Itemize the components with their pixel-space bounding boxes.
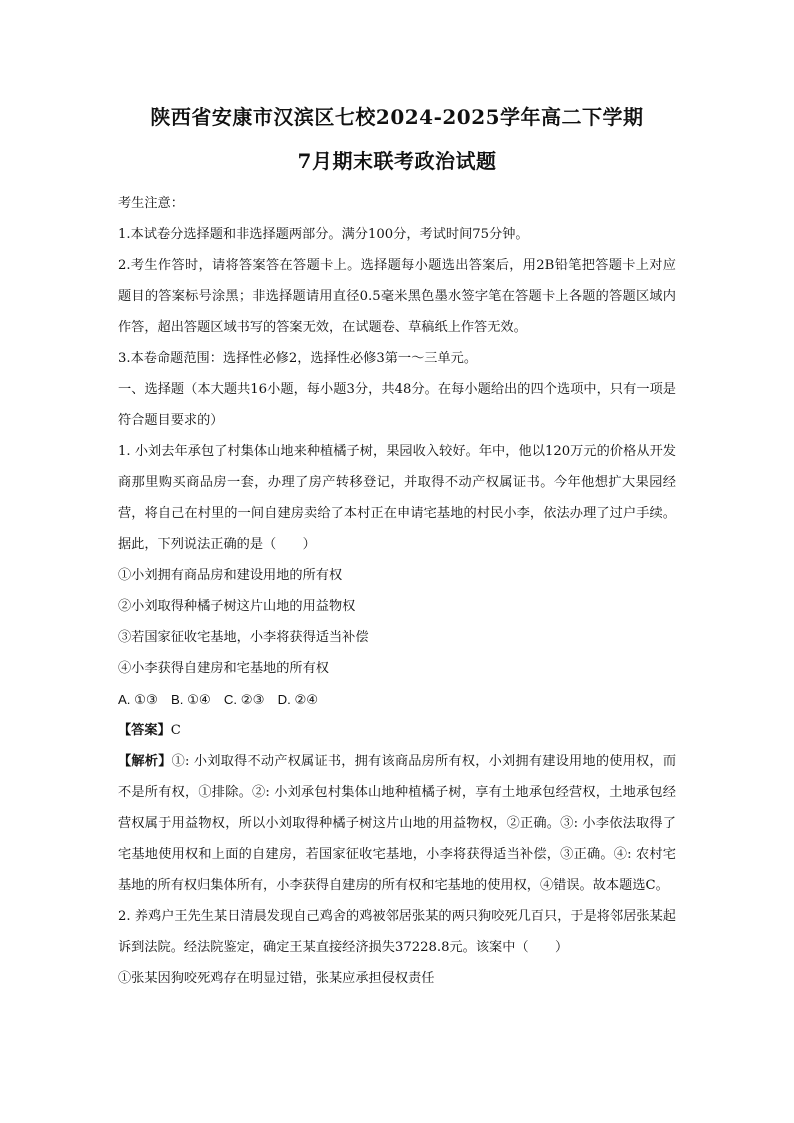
question-1-statement-2: ②小刘取得种橘子树这片山地的用益物权: [118, 599, 356, 614]
document-title-line-1: 陕西省安康市汉滨区七校2024-2025学年高二下学期: [150, 105, 644, 129]
section-heading-choice: 一、选择题（本大题共16小题，每小题3分，共48分。在每小题给出的四个选项中，只有一项是符合题目要求的）: [118, 382, 676, 428]
notice-heading: 考生注意：: [118, 196, 184, 211]
question-1-options: A. ①③ B. ①④ C. ②③ D. ②④: [118, 692, 319, 707]
question-1-statement-4: ④小李获得自建房和宅基地的所有权: [118, 661, 329, 676]
question-1-statement-3: ③若国家征收宅基地，小李将获得适当补偿: [118, 630, 369, 645]
document-title-line-2: 7月期末联考政治试题: [297, 149, 497, 173]
question-2-statement-1: ①张某因狗咬死鸡存在明显过错，张某应承担侵权责任: [118, 971, 435, 986]
answer-label: 【答案】: [118, 723, 171, 738]
question-1-stem: 1. 小刘去年承包了村集体山地来种植橘子树，果园收入较好。年中，他以120万元的价格从开发商那里购买商品房一套，办理了房产转移登记，并取得不动产权属证书。今年他想扩大果园经营，将自己在村里的一间自建房卖给了本村正在申请宅基地的村民小李，依法办理了过户手续。据此，下列说法正确的是（ ）: [118, 444, 676, 552]
question-2-stem: 2. 养鸡户王先生某日清晨发现自己鸡舍的鸡被邻居张某的两只狗咬死几百只，于是将邻居张某起诉到法院。经法院鉴定，确定王某直接经济损失37228.8元。该案中（ ）: [118, 909, 676, 955]
question-1-analysis: [118, 746, 676, 901]
question-1-answer: [118, 715, 676, 746]
notice-item-3: 3.本卷命题范围：选择性必修2，选择性必修3第一～三单元。: [118, 351, 478, 366]
notice-item-1: 1.本试卷分选择题和非选择题两部分。满分100分，考试时间75分钟。: [118, 227, 529, 242]
answer-value: C: [170, 723, 181, 738]
question-1-statement-1: ①小刘拥有商品房和建设用地的所有权: [118, 568, 343, 583]
analysis-text: ①: 小刘取得不动产权属证书，拥有该商品房所有权，小刘拥有建设用地的使用权，而不是所有权，①排除。②: 小刘承包村集体山地种植橘子树，享有土地承包经营权，土地承包经营权属于用益物权，所以小刘取得种橘子树这片山地的用益物权，②正确。③: 小李依法取得了宅基地使用权和上面的自建房，若国家征收宅基地，小李将获得适当补偿，③正确。④: 农村宅基地的所有权归集体所有，小李获得自建房的所有权和宅基地的使用权，④错误。故本题选C。: [118, 754, 677, 893]
notice-item-2: 2.考生作答时，请将答案答在答题卡上。选择题每小题选出答案后，用2B铅笔把答题卡上对应题目的答案标号涂黑；非选择题请用直径0.5毫米黑色墨水签字笔在答题卡上各题的答题区域内作答，超出答题区域书写的答案无效，在试题卷、草稿纸上作答无效。: [118, 258, 676, 335]
analysis-label: 【解析】: [118, 754, 172, 769]
